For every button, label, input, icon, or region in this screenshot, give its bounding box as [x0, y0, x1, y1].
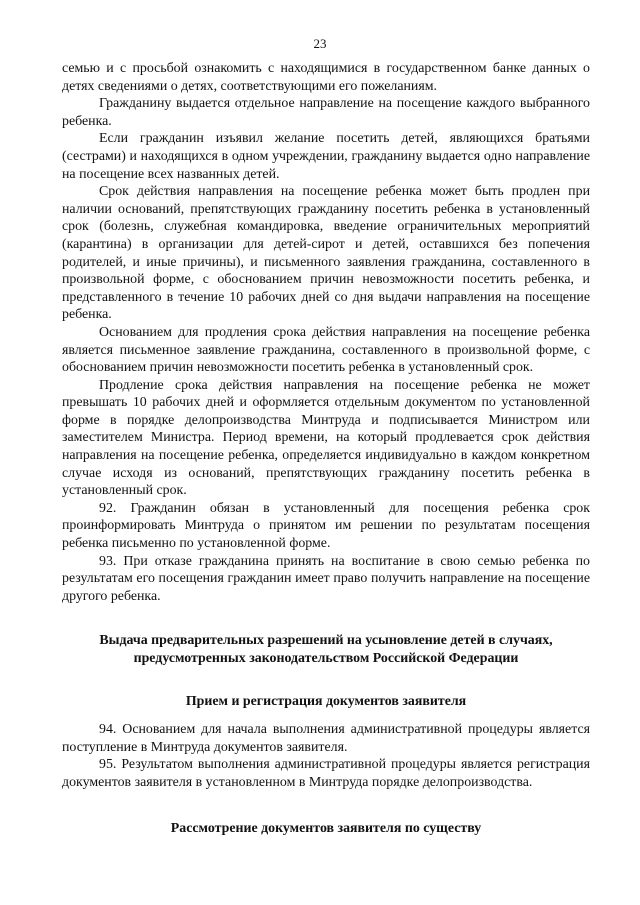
- paragraph-92: 92. Гражданин обязан в установленный для посещения ребенка срок проинформировать Минтруда о принятом им решении по результатам посещения ребенка письменно по установленной форме.: [62, 500, 590, 552]
- paragraph-94: 94. Основанием для начала выполнения административной процедуры является поступление в Минтруда документов заявителя.: [62, 722, 590, 755]
- paragraph: Продление срока действия направления на посещение ребенка не может превышать 10 рабочих дней и оформляется отдельным документом по установленной форме в порядке делопроизводства Минтруда и подписывается Министром или заместителем Министра. Период времени, на который продлевается срок действия направления на посещение ребенка, определяется индивидуально в каждом конкретном случае исходя из оснований, препятствующих гражданину посетить ребенка в установленный срок.: [62, 377, 590, 499]
- paragraph-95: 95. Результатом выполнения административной процедуры является регистрация документов заявителя в установленном в Минтруда порядке делопроизводства.: [62, 757, 590, 790]
- page-content: [62, 60, 590, 837]
- paragraph: семью и с просьбой ознакомить с находящимися в государственном банке данных о детях сведениями о детях, соответствующими его пожеланиям.: [62, 61, 590, 94]
- subsection-heading-intake: Прием и регистрация документов заявителя: [185, 693, 467, 709]
- page-number: 23: [313, 36, 327, 51]
- subsection-heading-review: Рассмотрение документов заявителя по существу: [170, 820, 482, 836]
- paragraph: Срок действия направления на посещение ребенка может быть продлен при наличии оснований, препятствующих гражданину посетить ребенка в установленный срок (болезнь, служебная командировка, введение ограничительных мероприятий (карантина) в организации для детей-сирот и детей, оставшихся без попечения родителей, и иные причины), и письменного заявления гражданина, составленного в произвольной форме, с обоснованием причин невозможности посетить ребенка, и представленного в течение 10 рабочих дней со дня выдачи направления на посещение ребенка.: [62, 184, 590, 323]
- paragraph-93: 93. При отказе гражданина принять на воспитание в свою семью ребенка по результатам его посещения гражданин имеет право получить направление на посещение другого ребенка.: [62, 553, 590, 604]
- section-heading: Выдача предварительных разрешений на усыновление детей в случаях, предусмотренных законодательством Российской Федерации: [99, 633, 553, 666]
- paragraph: Если гражданин изъявил желание посетить детей, являющихся братьями (сестрами) и находящихся в одном учреждении, гражданину выдается одно направление на посещение всех названных детей.: [62, 131, 590, 182]
- paragraph: Гражданину выдается отдельное направление на посещение каждого выбранного ребенка.: [62, 96, 590, 129]
- paragraph: Основанием для продления срока действия направления на посещение ребенка является письменное заявление гражданина, составленного в произвольной форме, с обоснованием причин невозможности посетить ребенка в установленный срок.: [62, 324, 590, 376]
